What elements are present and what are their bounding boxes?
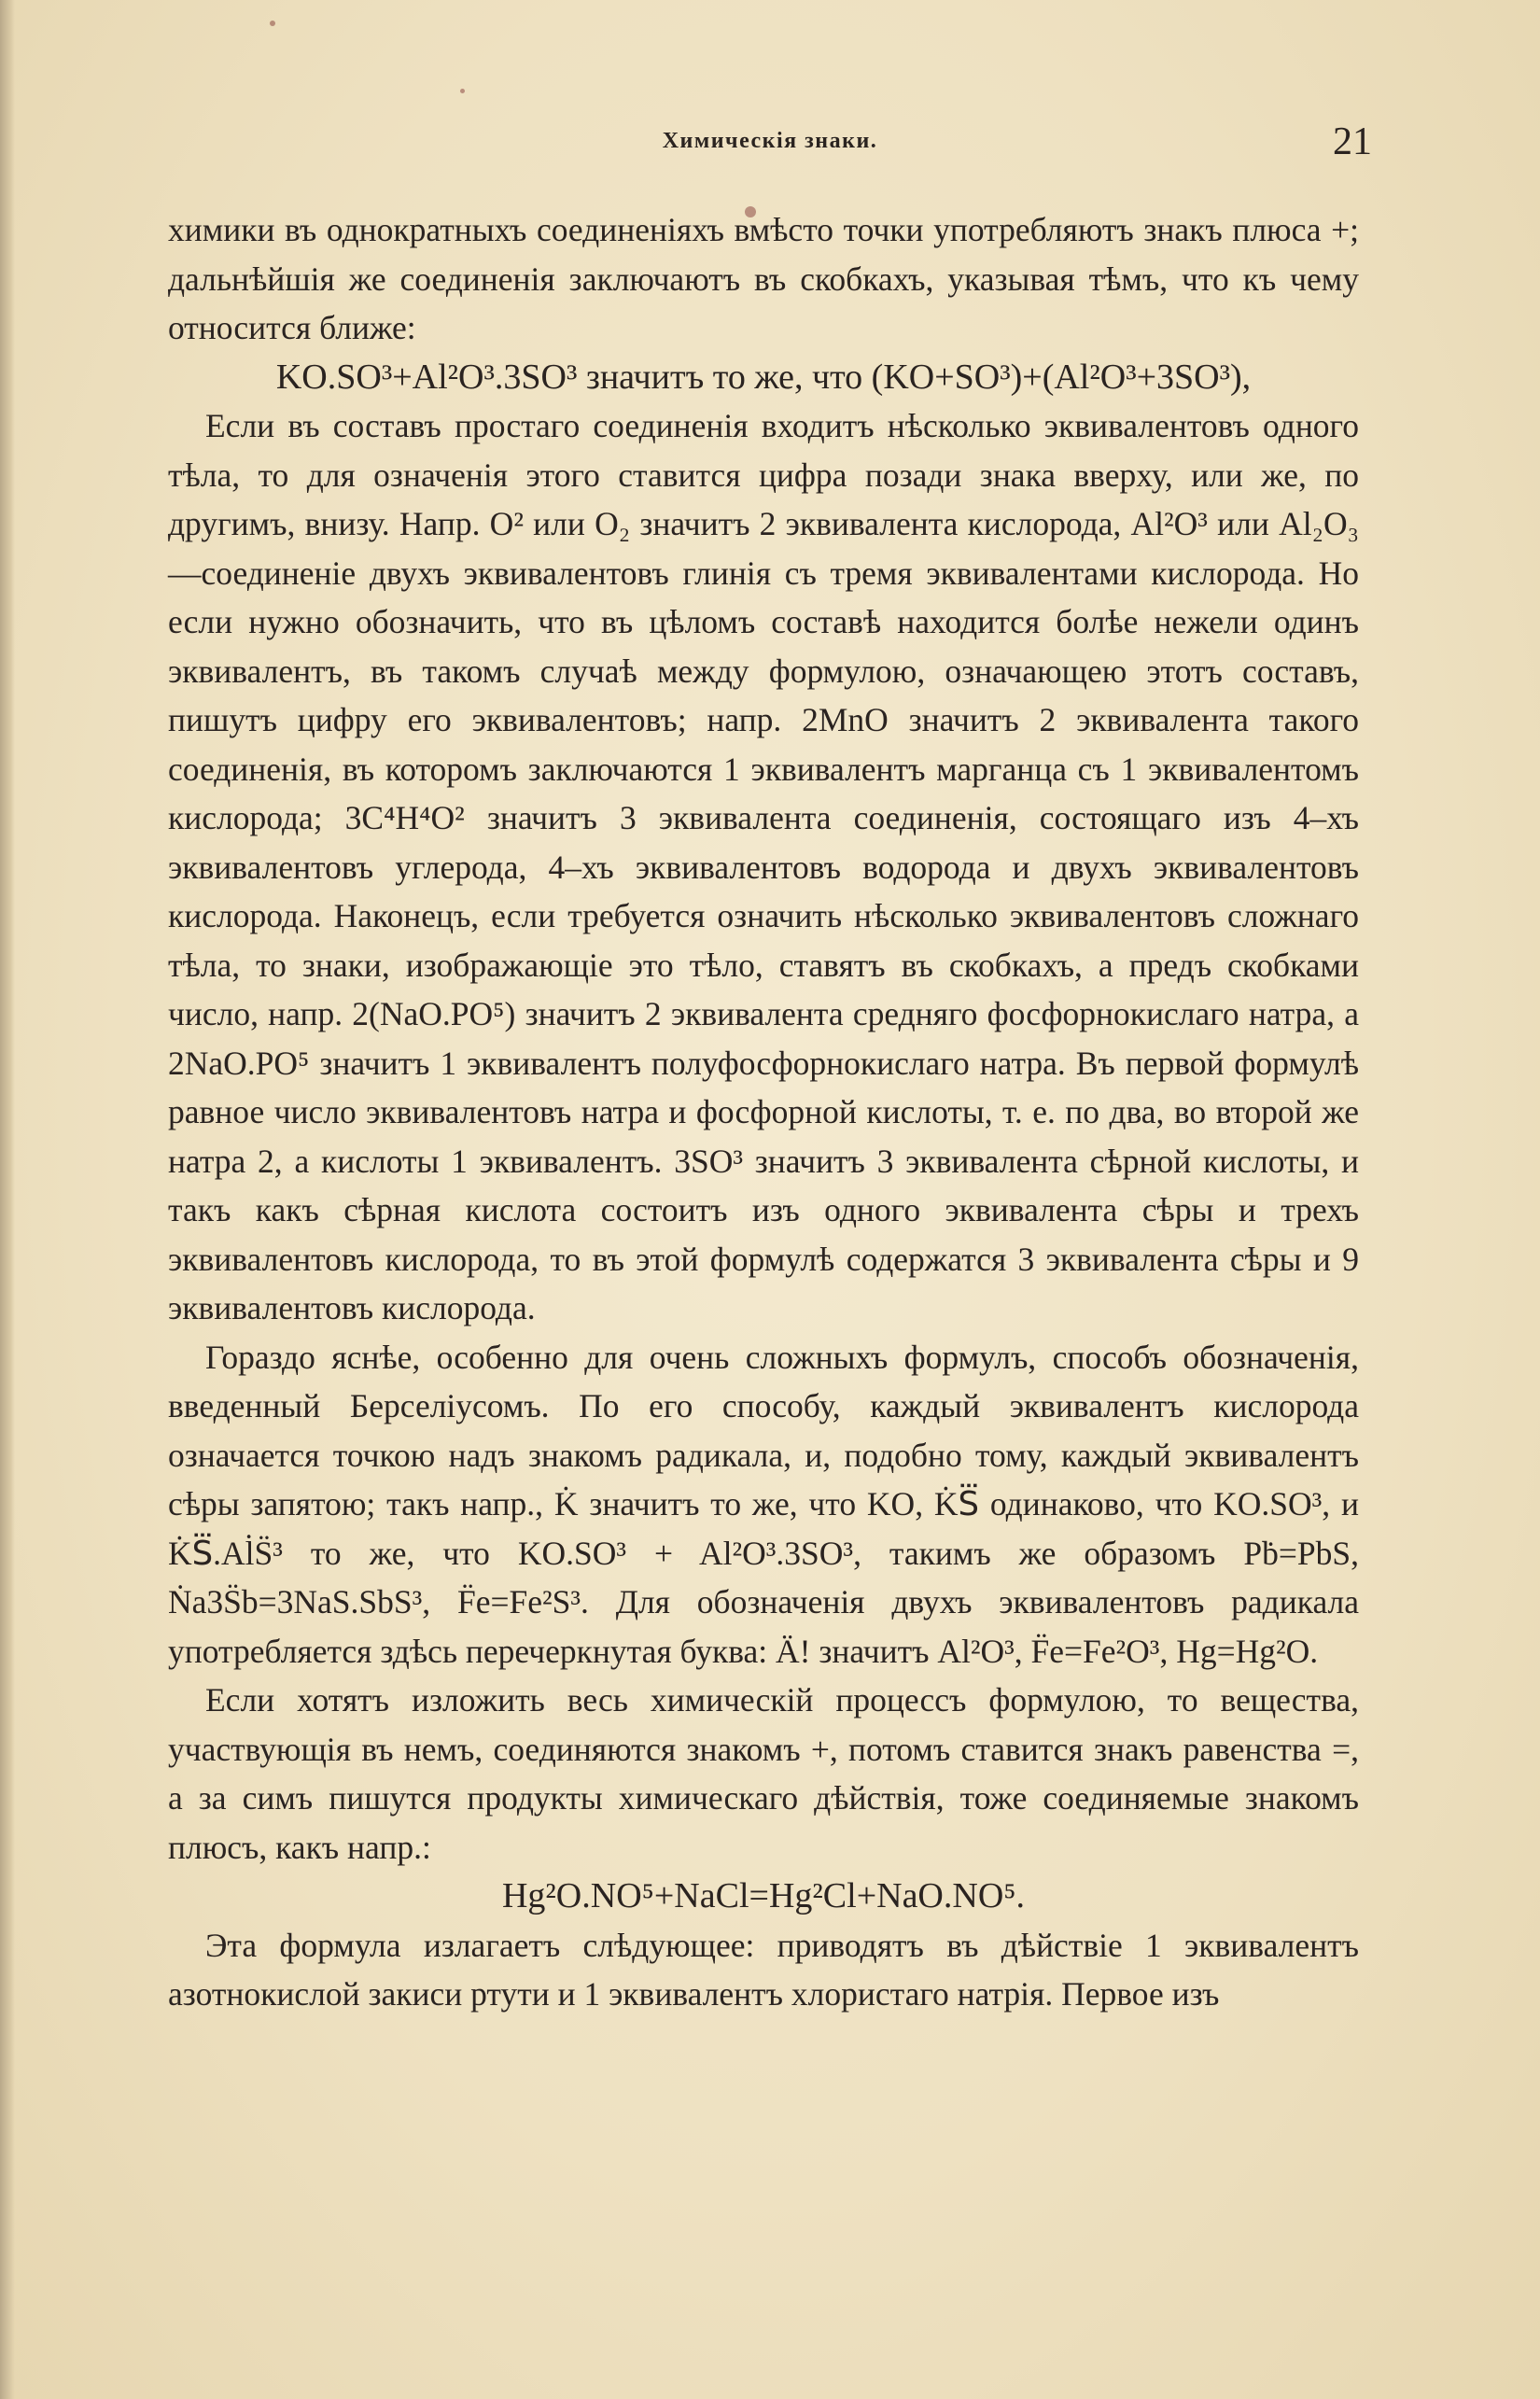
- running-title: Химическія знаки.: [662, 129, 878, 153]
- page-body: [168, 205, 1359, 2019]
- formula-example-1: KO.SO³+Al²O³.3SO³ значитъ то же, что (KO+SO³)+(Al²O³+3SO³),: [275, 357, 1252, 397]
- ink-spot: [460, 89, 465, 93]
- paragraph-process: Если хотятъ изложить весь химическій процессъ формулою, то вещества, участвующія въ немъ, соединяются знакомъ +, потомъ ставится знакъ равенства =, а за симъ пишутся продукты химическаго дѣйствія, тоже соединяемые знакомъ плюсъ, какъ напр.:: [168, 1681, 1359, 1866]
- paragraph-equivalents: Если въ составъ простаго соединенія входитъ нѣсколько эквивалентовъ одного тѣла, то для означенія этого ставится цифра позади знака вверху, или же, по другимъ, внизу. Напр. O² или O₂ значитъ 2 эквивалента кислорода, Al²O³ или Al₂O₃—соединеніе двухъ эквивалентовъ глинія съ тремя эквивалентами кислорода. Но если нужно обозначить, что въ цѣломъ составѣ находится болѣе нежели одинъ эквивалентъ, въ такомъ случаѣ между формулою, означающею этотъ составъ, пишутъ цифру его эквивалентовъ; напр. 2MnO значитъ 2 эквивалента такого соединенія, въ которомъ заключаются 1 эквивалентъ марганца съ 1 эквивалентомъ кислорода; 3C⁴H⁴O² значитъ 3 эквивалента соединенія, состоящаго изъ 4–хъ эквивалентовъ углерода, 4–хъ эквивалентовъ водорода и двухъ эквивалентовъ кислорода. Наконецъ, если требуется означить нѣсколько эквивалентовъ сложнаго тѣла, то знаки, изображающіе это тѣло, ставятъ въ скобкахъ, а предъ скобками число, напр. 2(NaO.PO⁵) значитъ 2 эквивалента средняго фосфорнокислаго натра, а 2NaO.PO⁵ значитъ 1 эквивалентъ полуфосфорнокислаго натра. Въ первой формулѣ равное число эквивалентовъ натра и фосфорной кислоты, т. е. по два, во второй же натра 2, а кислоты 1 эквивалентъ. 3SO³ значитъ 3 эквивалента сѣрной кислоты, и такъ какъ сѣрная кислота состоитъ изъ одного эквивалента сѣры и трехъ эквивалентовъ кислорода, то въ этой формулѣ содержатся 3 эквивалента сѣры и 9 эквивалентовъ кислорода.: [168, 407, 1359, 1326]
- page-number: 21: [1333, 120, 1372, 163]
- formula-example-2: Hg²O.NO⁵+NaCl=Hg²Cl+NaO.NO⁵.: [501, 1876, 1026, 1915]
- paragraph-continued: химики въ однократныхъ соединеніяхъ вмѣсто точки употребляютъ знакъ плюса +; дальнѣйшія же соединенія заключаютъ въ скобкахъ, указывая тѣмъ, что къ чему относится ближе:: [168, 211, 1359, 346]
- paragraph-berzelius: Гораздо яснѣе, особенно для очень сложныхъ формулъ, способъ обозначенія, введенный Берселіусомъ. По его способу, каждый эквивалентъ кислорода означается точкою надъ знакомъ радикала, и, подобно тому, каждый эквивалентъ сѣры запятою; такъ напр., K̇ значитъ то же, что KO, K̇S⃛ одинаково, что KO.SO³, и K̇S⃛.Al̇S̈³ то же, что KO.SO³ + Al²O³.3SO³, такимъ же образомъ Pḃ=PbS, Ṅa3S̈b=3NaS.SbS³, F̈e=Fe²S³. Для обозначенія двухъ эквивалентовъ радикала употребляется здѣсь перечеркнутая буква: Ä! значитъ Al²O³, F̈e=Fe²O³, Hg=Hg²O.: [168, 1338, 1359, 1670]
- paragraph-explanation: Эта формула излагаетъ слѣдующее: приводятъ въ дѣйствіе 1 эквивалентъ азотнокислой закиси ртути и 1 эквивалентъ хлористаго натрія. Первое изъ: [168, 1926, 1359, 2013]
- ink-spot: [270, 21, 275, 26]
- page-spine-shadow: [0, 0, 15, 2399]
- ink-spot: [745, 206, 756, 217]
- page-header: [168, 119, 1372, 175]
